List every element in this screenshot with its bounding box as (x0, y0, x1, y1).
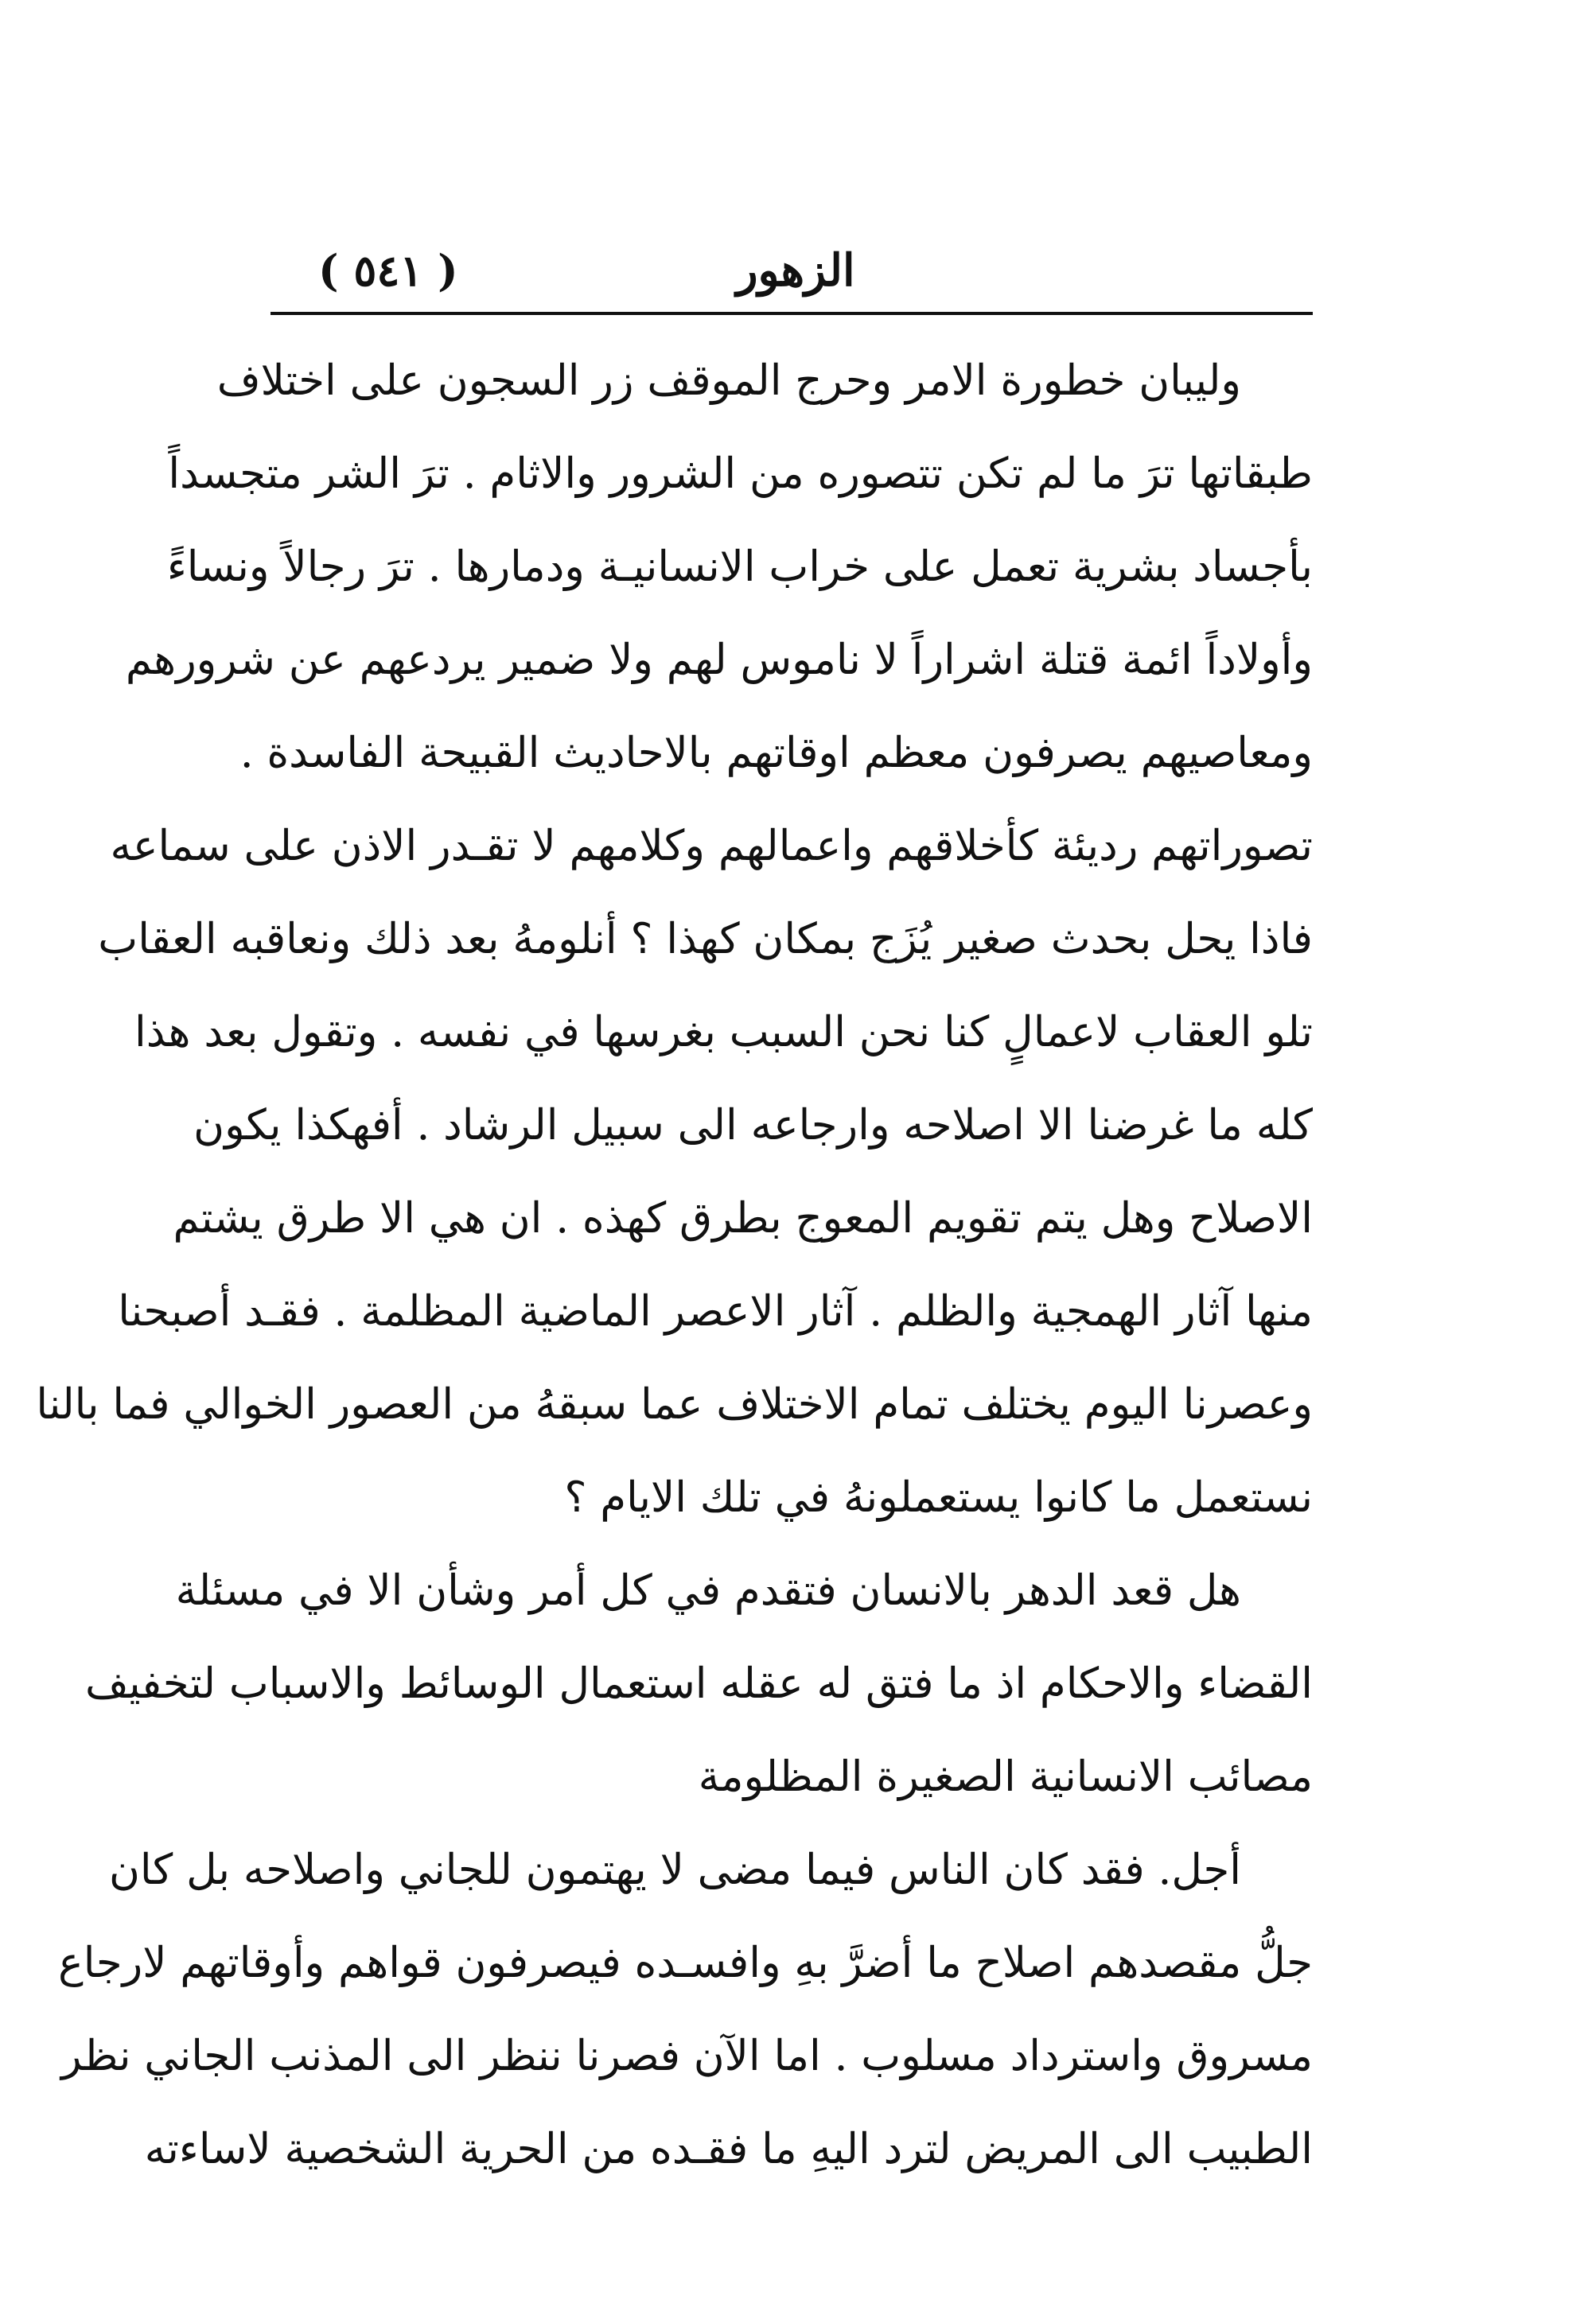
text-line: بأجساد بشرية تعمل على خراب الانسانيـة ودمارها . ترَ رجالاً ونساءً (166, 543, 1313, 591)
text-line: الاصلاح وهل يتم تقويم المعوج بطرق كهذه . ان هي الا طرق يشتم (173, 1194, 1313, 1243)
text-line: مسروق واسترداد مسلوب . اما الآن فصرنا ننظر الى المذنب الجاني نظر (60, 2032, 1313, 2080)
paragraph-3 (58, 1823, 1313, 2196)
text-line: وأولاداً ائمة قتلة اشراراً لا ناموس لهم ولا ضمير يردعهم عن شرورهم (125, 636, 1313, 684)
running-title: الزهور (736, 244, 855, 297)
text-line: كله ما غرضنا الا اصلاحه وارجاعه الى سبيل الرشاد . أفهكذا يكون (193, 1101, 1313, 1150)
text-line: تصوراتهم رديئة كأخلاقهم واعمالهم وكلامهم لا تقـدر الاذن على سماعه (110, 822, 1313, 870)
paragraph-2 (85, 1544, 1313, 1823)
text-line: جلُّ مقصدهم اصلاح ما أضرَّ بهِ وافسـده فيصرفون قواهم وأوقاتهم لارجاع (58, 1939, 1313, 1987)
page-number: ( ٥٤١ ) (318, 245, 458, 296)
body-text (36, 334, 1313, 2196)
paragraph-1 (36, 334, 1313, 1544)
text-line: هل قعد الدهر بالانسان فتقدم في كل أمر وشأن الا في مسئلة (175, 1566, 1241, 1615)
text-line: وليبان خطورة الامر وحرج الموقف زر السجون على اختلاف (216, 356, 1241, 405)
text-line: طبقاتها ترَ ما لم تكن تتصوره من الشرور والاثام . ترَ الشر متجسداً (168, 449, 1313, 498)
text-line: مصائب الانسانية الصغيرة المظلومة (698, 1753, 1313, 1801)
text-line: تلو العقاب لاعمالٍ كنا نحن السبب بغرسها في نفسه . وتقول بعد هذا (134, 1008, 1313, 1056)
header-rule (271, 312, 1313, 315)
text-line: نستعمل ما كانوا يستعملونهُ في تلك الايام ؟ (564, 1473, 1313, 1522)
page-header (271, 239, 1313, 302)
text-line: الطبيب الى المريض لترد اليهِ ما فقـده من الحرية الشخصية لاساءته (144, 2125, 1313, 2173)
text-line: ومعاصيهم يصرفون معظم اوقاتهم بالاحاديث القبيحة الفاسدة . (239, 729, 1313, 777)
text-line: أجل. فقد كان الناس فيما مضى لا يهتمون للجاني واصلاحه بل كان (108, 1846, 1241, 1894)
text-line: القضاء والاحكام اذ ما فتق له عقله استعمال الوسائط والاسباب لتخفيف (85, 1659, 1313, 1708)
text-line: منها آثار الهمجية والظلم . آثار الاعصر الماضية المظلمة . فقـد أصبحنا (118, 1287, 1313, 1336)
text-line: وعصرنا اليوم يختلف تمام الاختلاف عما سبقهُ من العصور الخوالي فما بالنا (36, 1380, 1313, 1429)
text-line: فاذا يحل بحدث صغير يُزَج بمكان كهذا ؟ أنلومهُ بعد ذلك ونعاقبه العقاب (98, 915, 1313, 963)
